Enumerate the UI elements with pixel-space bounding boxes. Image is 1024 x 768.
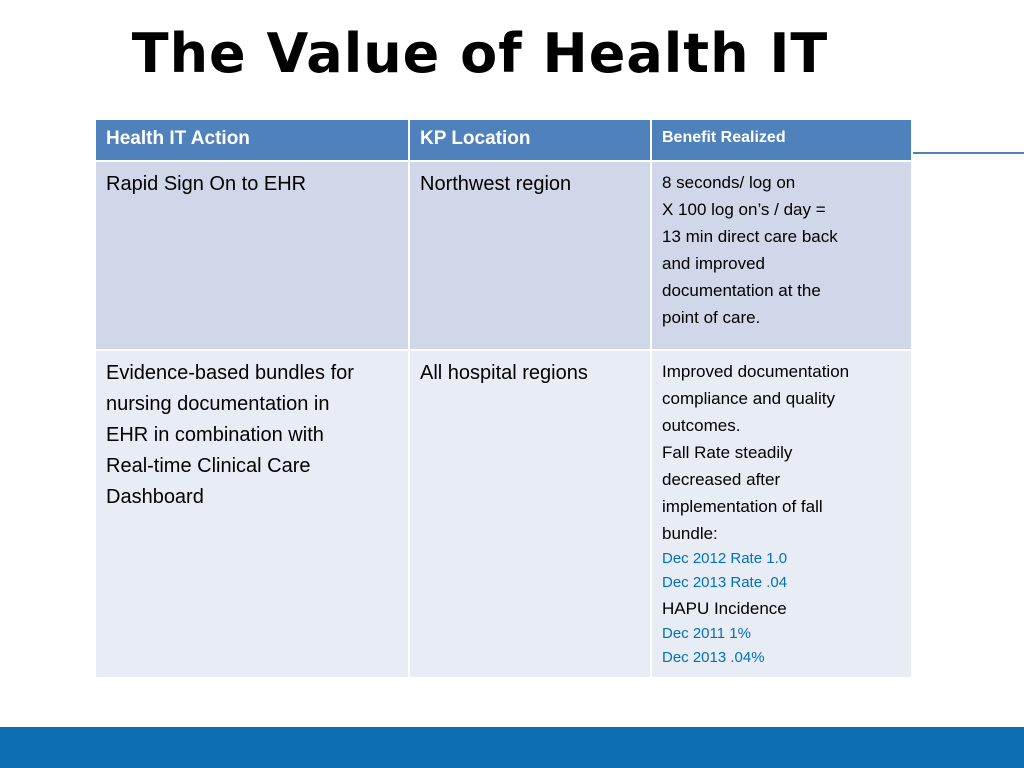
health-it-value-table — [94, 118, 913, 679]
benefit-line: decreased after — [662, 470, 781, 489]
hapu-incidence-label: HAPU Incidence — [662, 599, 787, 618]
fall-rate-value: Dec 2013 Rate .04 — [662, 574, 788, 591]
cell-benefit — [651, 350, 912, 678]
table-header-row — [95, 119, 912, 161]
benefit-line: bundle: — [662, 524, 718, 543]
benefit-line: point of care. — [662, 308, 761, 327]
cell-action — [95, 350, 409, 678]
cell-text: All hospital regions — [420, 362, 588, 384]
cell-action — [95, 161, 409, 350]
action-line: EHR in combination with — [106, 424, 324, 446]
cell-text: Northwest region — [420, 173, 572, 195]
table-row — [95, 350, 912, 678]
slide-title: The Value of Health IT — [131, 22, 829, 85]
hapu-rate-value: Dec 2013 .04% — [662, 649, 765, 666]
action-line: Evidence-based bundles for — [106, 362, 354, 384]
benefit-line: Improved documentation — [662, 362, 850, 381]
benefit-line: and improved — [662, 254, 766, 273]
footer-bar — [0, 727, 1024, 768]
cell-benefit — [651, 161, 912, 350]
cell-location — [409, 161, 651, 350]
benefit-line: outcomes. — [662, 416, 741, 435]
accent-divider-line — [912, 152, 1024, 154]
benefit-line: compliance and quality — [662, 389, 835, 408]
action-line: Dashboard — [106, 486, 204, 508]
cell-text: Rapid Sign On to EHR — [106, 173, 307, 195]
hapu-rate-value: Dec 2011 1% — [662, 625, 751, 642]
benefit-line: X 100 log on’s / day = — [662, 200, 826, 219]
benefit-line: implementation of fall — [662, 497, 823, 516]
action-line: nursing documentation in — [106, 393, 330, 415]
benefit-line: documentation at the — [662, 281, 821, 300]
benefit-line: Fall Rate steadily — [662, 443, 793, 462]
benefit-line: 8 seconds/ log on — [662, 173, 796, 192]
table-row — [95, 161, 912, 350]
header-kp-location: KP Location — [409, 119, 651, 161]
cell-location — [409, 350, 651, 678]
benefit-line: 13 min direct care back — [662, 227, 838, 246]
fall-rate-value: Dec 2012 Rate 1.0 — [662, 550, 788, 567]
header-benefit-realized: Benefit Realized — [651, 119, 912, 161]
action-line: Real-time Clinical Care — [106, 455, 311, 477]
header-health-it-action: Health IT Action — [95, 119, 409, 161]
